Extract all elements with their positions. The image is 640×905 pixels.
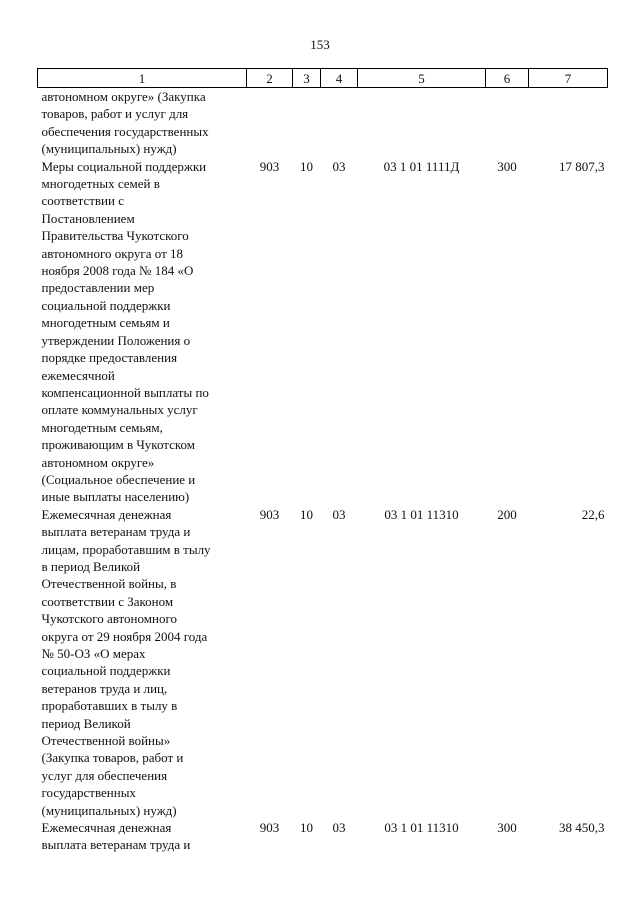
description-line: Правительства Чукотского [41, 228, 189, 244]
row-description [38, 819, 247, 854]
description-line: ноября 2008 года № 184 «О [41, 263, 194, 279]
row-description [38, 506, 247, 819]
header-col-1: 1 [38, 69, 247, 88]
description-line: Постановлением [41, 210, 135, 226]
description-line: выплата ветеранам труда и [41, 837, 191, 853]
row-admin-code [247, 88, 293, 158]
row-amount: 38 450,3 [559, 820, 605, 836]
description-line: Отечественной войны, в [41, 576, 177, 592]
description-line: многодетным семьям, [41, 419, 163, 435]
row-target-article: 03 1 01 11310 [384, 820, 459, 836]
table-row [38, 158, 608, 506]
description-line: Ежемесячная денежная [41, 820, 172, 836]
description-line: выплата ветеранам труда и [41, 524, 191, 540]
description-line: в период Великой [41, 558, 141, 574]
description-line: (муниципальных) нужд) [41, 141, 177, 157]
description-line: Чукотского автономного [41, 611, 177, 627]
row-subsection: 03 [332, 820, 346, 836]
row-expense-type: 200 [497, 506, 517, 522]
description-line: автономном округе» [41, 454, 155, 470]
row-section: 10 [300, 506, 313, 522]
description-line: компенсационной выплаты по [41, 384, 209, 400]
row-target-article: 03 1 01 11310 [384, 506, 459, 522]
page-number: 153 [310, 37, 330, 52]
table-row [38, 819, 608, 854]
header-col-6: 6 [486, 69, 529, 88]
table-row [38, 88, 608, 158]
description-line: № 50-ОЗ «О мерах [41, 646, 146, 661]
description-line: обеспечения государственных [41, 123, 209, 139]
description-line: автономном округе» (Закупка [41, 89, 206, 104]
row-section: 10 [300, 820, 313, 836]
row-section: 10 [300, 158, 313, 174]
row-subsection: 03 [332, 506, 346, 522]
description-line: округа от 29 ноября 2004 года [41, 628, 208, 644]
row-target-article [358, 88, 486, 158]
description-line: автономного округа от 18 [41, 245, 184, 261]
row-admin-code: 903 [259, 506, 280, 522]
row-target-article: 03 1 01 1111Д [383, 158, 460, 174]
description-line: социальной поддержки [41, 663, 171, 679]
header-row [38, 69, 608, 88]
description-line: иные выплаты населению) [41, 489, 190, 505]
table-body [38, 88, 608, 854]
description-line: утверждении Положения о [41, 332, 191, 348]
description-line: многодетных семей в [41, 176, 160, 192]
description-line: соответствии с [41, 193, 124, 209]
row-expense-type: 300 [497, 820, 517, 836]
description-line: лицам, проработавшим в тылу [41, 541, 211, 557]
row-amount: 17 807,3 [559, 158, 605, 174]
description-line: период Великой [41, 715, 131, 731]
header-col-7: 7 [529, 69, 608, 88]
description-line: проживающим в Чукотском [41, 437, 196, 453]
description-line: услуг для обеспечения [41, 767, 168, 783]
description-line: ветеранов труда и лиц, [41, 680, 168, 696]
row-subsection: 03 [332, 158, 346, 174]
row-amount: 22,6 [581, 506, 605, 522]
row-amount [529, 88, 608, 158]
description-line: ежемесячной [41, 367, 115, 383]
row-section [293, 88, 321, 158]
description-line: оплате коммунальных услуг [41, 402, 198, 418]
row-description [38, 158, 247, 506]
description-line: Меры социальной поддержки [41, 158, 207, 174]
description-line: товаров, работ и услуг для [41, 106, 189, 122]
row-admin-code: 903 [259, 820, 280, 836]
description-line: соответствии с Законом [41, 593, 174, 609]
row-expense-type: 300 [497, 158, 517, 174]
header-col-4: 4 [321, 69, 358, 88]
row-subsection [321, 88, 358, 158]
header-col-2: 2 [247, 69, 293, 88]
header-col-5: 5 [358, 69, 486, 88]
description-line: многодетным семьям и [41, 315, 170, 331]
description-line: проработавших в тылу в [41, 698, 178, 714]
description-line: (муниципальных) нужд) [41, 802, 177, 818]
description-line: Ежемесячная денежная [41, 506, 172, 522]
header-col-3: 3 [293, 69, 321, 88]
table-row [38, 506, 608, 819]
row-admin-code: 903 [259, 158, 280, 174]
row-description [38, 88, 247, 158]
budget-table [37, 68, 608, 854]
description-line: Отечественной войны» [41, 733, 171, 749]
description-line: (Закупка товаров, работ и [41, 750, 184, 766]
description-line: порядке предоставления [41, 350, 178, 366]
description-line: (Социальное обеспечение и [41, 471, 196, 487]
description-line: предоставлении мер [41, 280, 155, 296]
description-line: государственных [41, 785, 136, 801]
description-line: социальной поддержки [41, 297, 171, 313]
table-header [38, 69, 608, 88]
row-expense-type [486, 88, 529, 158]
